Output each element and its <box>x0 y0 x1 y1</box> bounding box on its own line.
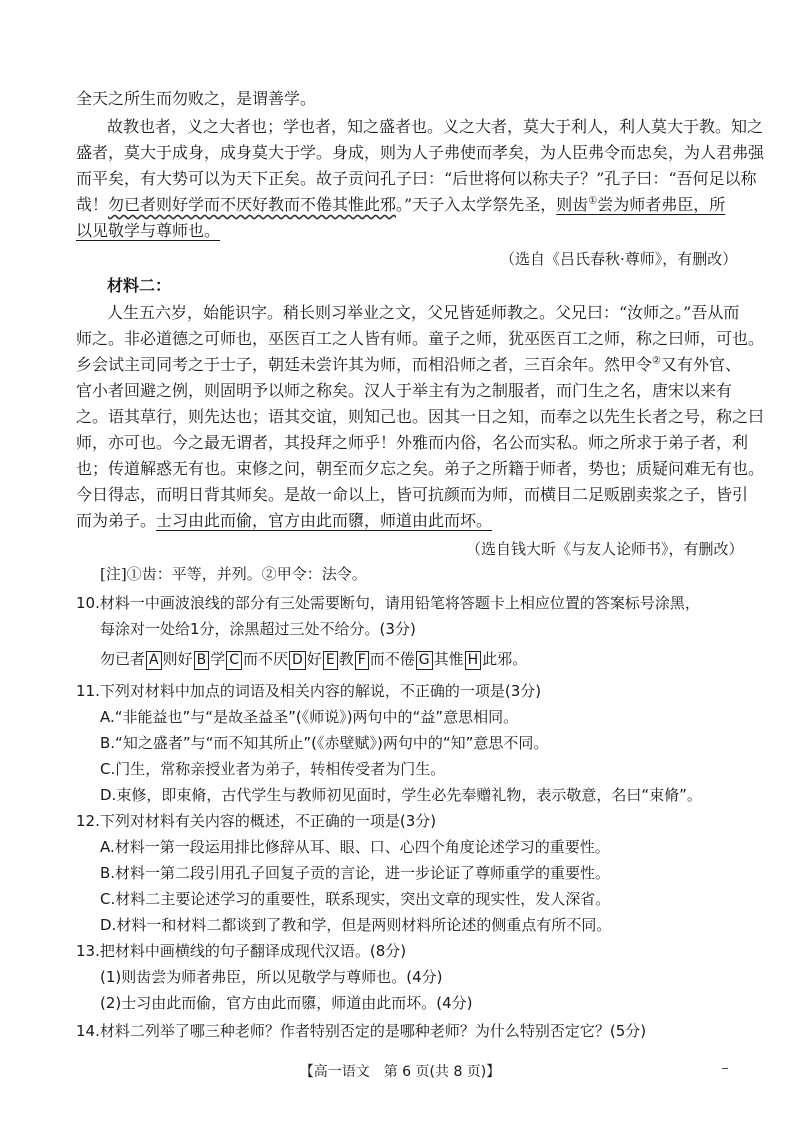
material1-source: （选自《吕氏春秋·尊师》，有删改） <box>500 250 738 268</box>
text-fragment: 尝为师者弗臣，所 <box>597 195 726 214</box>
text-fragment: 其惟 <box>433 650 464 668</box>
material2-line-3 <box>76 354 741 376</box>
text-fragment: 好 <box>306 650 322 668</box>
text-fragment: 此邪。 <box>482 650 528 668</box>
text-fragment: 而不厌 <box>243 650 289 668</box>
text-fragment: 乡会试主司同考之于士子，朝廷未尝许其为师，而相沿师之者，三百余年。然甲令 <box>76 355 653 374</box>
text-fragment: 学 <box>210 650 226 668</box>
text-fragment: 哉！ <box>76 195 109 214</box>
material1-line-4 <box>76 194 725 216</box>
corner-mark <box>722 1068 728 1069</box>
material2-line-2: 师之。非必道德之可师也，巫医百工之人皆有师。童子之师，犹巫医百工之师，称之曰师，可也。 <box>76 329 765 348</box>
page-footer: 【高一语文 第 6 页(共 8 页)】 <box>299 1064 501 1080</box>
question-12-option-a[interactable]: A.材料一第一段运用排比修辞从耳、眼、口、心四个角度论述学习的重要性。 <box>100 838 610 856</box>
answer-box-h[interactable]: H <box>465 651 482 670</box>
material1-line-3: 而平矣，有大势可以为天下正矣。故子贡问孔子曰：“后世将何以称夫子？”孔子曰：“吾何足以称 <box>76 169 757 188</box>
wavy-line-passage: 勿已者则好学而不厌好教而不倦其惟此邪 <box>108 195 397 214</box>
text-fragment: 而为弟子。 <box>76 511 157 530</box>
text-fragment: 教 <box>338 650 354 668</box>
material1-line-5: 以见敬学与尊师也。 <box>76 221 221 240</box>
text-fragment: 勿已者 <box>100 650 146 668</box>
material2-heading: 材料二： <box>107 276 172 295</box>
annotation-note: [注]①齿：平等，并列。②甲令：法令。 <box>100 565 367 583</box>
question-10-segmented-text <box>100 648 527 670</box>
material1-line-2: 盛者，莫大于成身，成身莫大于学。身成，则为人子弗使而孝矣，为人臣弗令而忠矣，为人君弗强 <box>76 143 765 162</box>
question-12-stem: 12.下列对材料有关内容的概述，不正确的一项是(3分) <box>76 812 437 830</box>
underlined-sentence-2: 士习由此而偷，官方由此而隳，师道由此而坏。 <box>156 511 493 530</box>
question-11-option-c[interactable]: C.门生，常称亲授业者为弟子，转相传受者为门生。 <box>100 760 446 778</box>
material2-line-8: 今日得志，而明日背其师矣。是故一命以上，皆可抗颜而为师，而横目二足贩剧卖浆之子，皆引 <box>76 485 749 504</box>
answer-box-d[interactable]: D <box>289 651 306 670</box>
question-11-option-b[interactable]: B.“知之盛者”与“而不知其所止”(《赤壁赋》)两句中的“知”意思不同。 <box>100 734 549 752</box>
material2-line-6: 师，亦可也。今之最无谓者，其投拜之师乎！外雅而内俗，名公而实私。师之所求于弟子者，利 <box>76 433 749 452</box>
text-fragment: 而不倦 <box>369 650 415 668</box>
question-11-option-d[interactable]: D.束修，即束脩，古代学生与教师初见面时，学生必先奉赠礼物，表示敬意，名曰“束脩”。 <box>100 786 702 804</box>
question-12-option-b[interactable]: B.材料一第二段引用孔子回复子贡的言论，进一步论证了尊师重学的重要性。 <box>100 864 611 882</box>
material2-line-4: 官小者回避之例，则固明予以师之称矣。汉人于举主有为之制服者，而门生之名，唐宋以来有 <box>76 381 733 400</box>
material2-line-7: 也；传道解惑无有也。束修之问，朝至而夕忘之矣。弟子之所籍于师者，势也；质疑问难无有也。 <box>76 459 765 478</box>
material2-line-5: 之。语其草行，则先达也；语其交谊，则知己也。因其一日之知，而奉之以先生长者之号，称之曰 <box>76 407 765 426</box>
question-13-sentence-2: (2)士习由此而偷，官方由此而隳，师道由此而坏。(4分) <box>100 994 473 1012</box>
answer-box-g[interactable]: G <box>416 651 433 670</box>
text-fragment: 又有外官、 <box>660 355 741 374</box>
underlined-sentence-1 <box>556 195 725 214</box>
text-fragment: 则齿 <box>556 195 589 214</box>
text-fragment: 则好 <box>162 650 193 668</box>
answer-box-a[interactable]: A <box>146 651 162 670</box>
answer-box-b[interactable]: B <box>194 651 210 670</box>
question-11-option-a[interactable]: A.“非能益也”与“是故圣益圣”(《师说》)两句中的“益”意思相同。 <box>100 708 519 726</box>
material2-line-9 <box>76 510 492 532</box>
question-12-option-c[interactable]: C.材料二主要论述学习的重要性，联系现实，突出文章的现实性，发人深省。 <box>100 890 611 908</box>
footnote-marker: ① <box>588 195 598 207</box>
question-13-sentence-1: (1)则齿尝为师者弗臣，所以见敬学与尊师也。(4分) <box>100 968 443 986</box>
material1-line-1: 故教也者，义之大者也；学也者，知之盛者也。义之大者，莫大于利人，利人莫大于教。知之 <box>107 117 764 136</box>
material2-source: （选自钱大昕《与友人论师书》，有删改） <box>466 540 744 558</box>
material2-line-1: 人生五六岁，始能识字。稍长则习举业之文，父兄皆延师教之。父兄曰：“汝师之。”吾从而 <box>107 303 740 322</box>
question-10-stem-1: 10.材料一中画波浪线的部分有三处需要断句，请用铅笔将答题卡上相应位置的答案标号涂黑， <box>76 594 700 612</box>
question-10-stem-2: 每涂对一处给1分，涂黑超过三处不给分。(3分) <box>100 620 416 638</box>
material1-line-0: 全天之所生而勿败之，是谓善学。 <box>76 89 317 108</box>
question-11-stem: 11.下列对材料中加点的词语及相关内容的解说，不正确的一项是(3分) <box>76 682 542 700</box>
text-fragment: 。”天子入太学祭先圣， <box>396 195 557 214</box>
question-14-stem: 14.材料二列举了哪三种老师？作者特别否定的是哪种老师？为什么特别否定它？(5分) <box>76 1022 647 1040</box>
question-13-stem: 13.把材料中画横线的句子翻译成现代汉语。(8分) <box>76 942 407 960</box>
question-12-option-d[interactable]: D.材料一和材料二都谈到了教和学，但是两则材料所论述的侧重点有所不同。 <box>100 916 612 934</box>
answer-box-f[interactable]: F <box>355 651 369 670</box>
footnote-marker: ② <box>652 355 661 367</box>
answer-box-c[interactable]: C <box>226 651 242 670</box>
answer-box-e[interactable]: E <box>323 651 338 670</box>
